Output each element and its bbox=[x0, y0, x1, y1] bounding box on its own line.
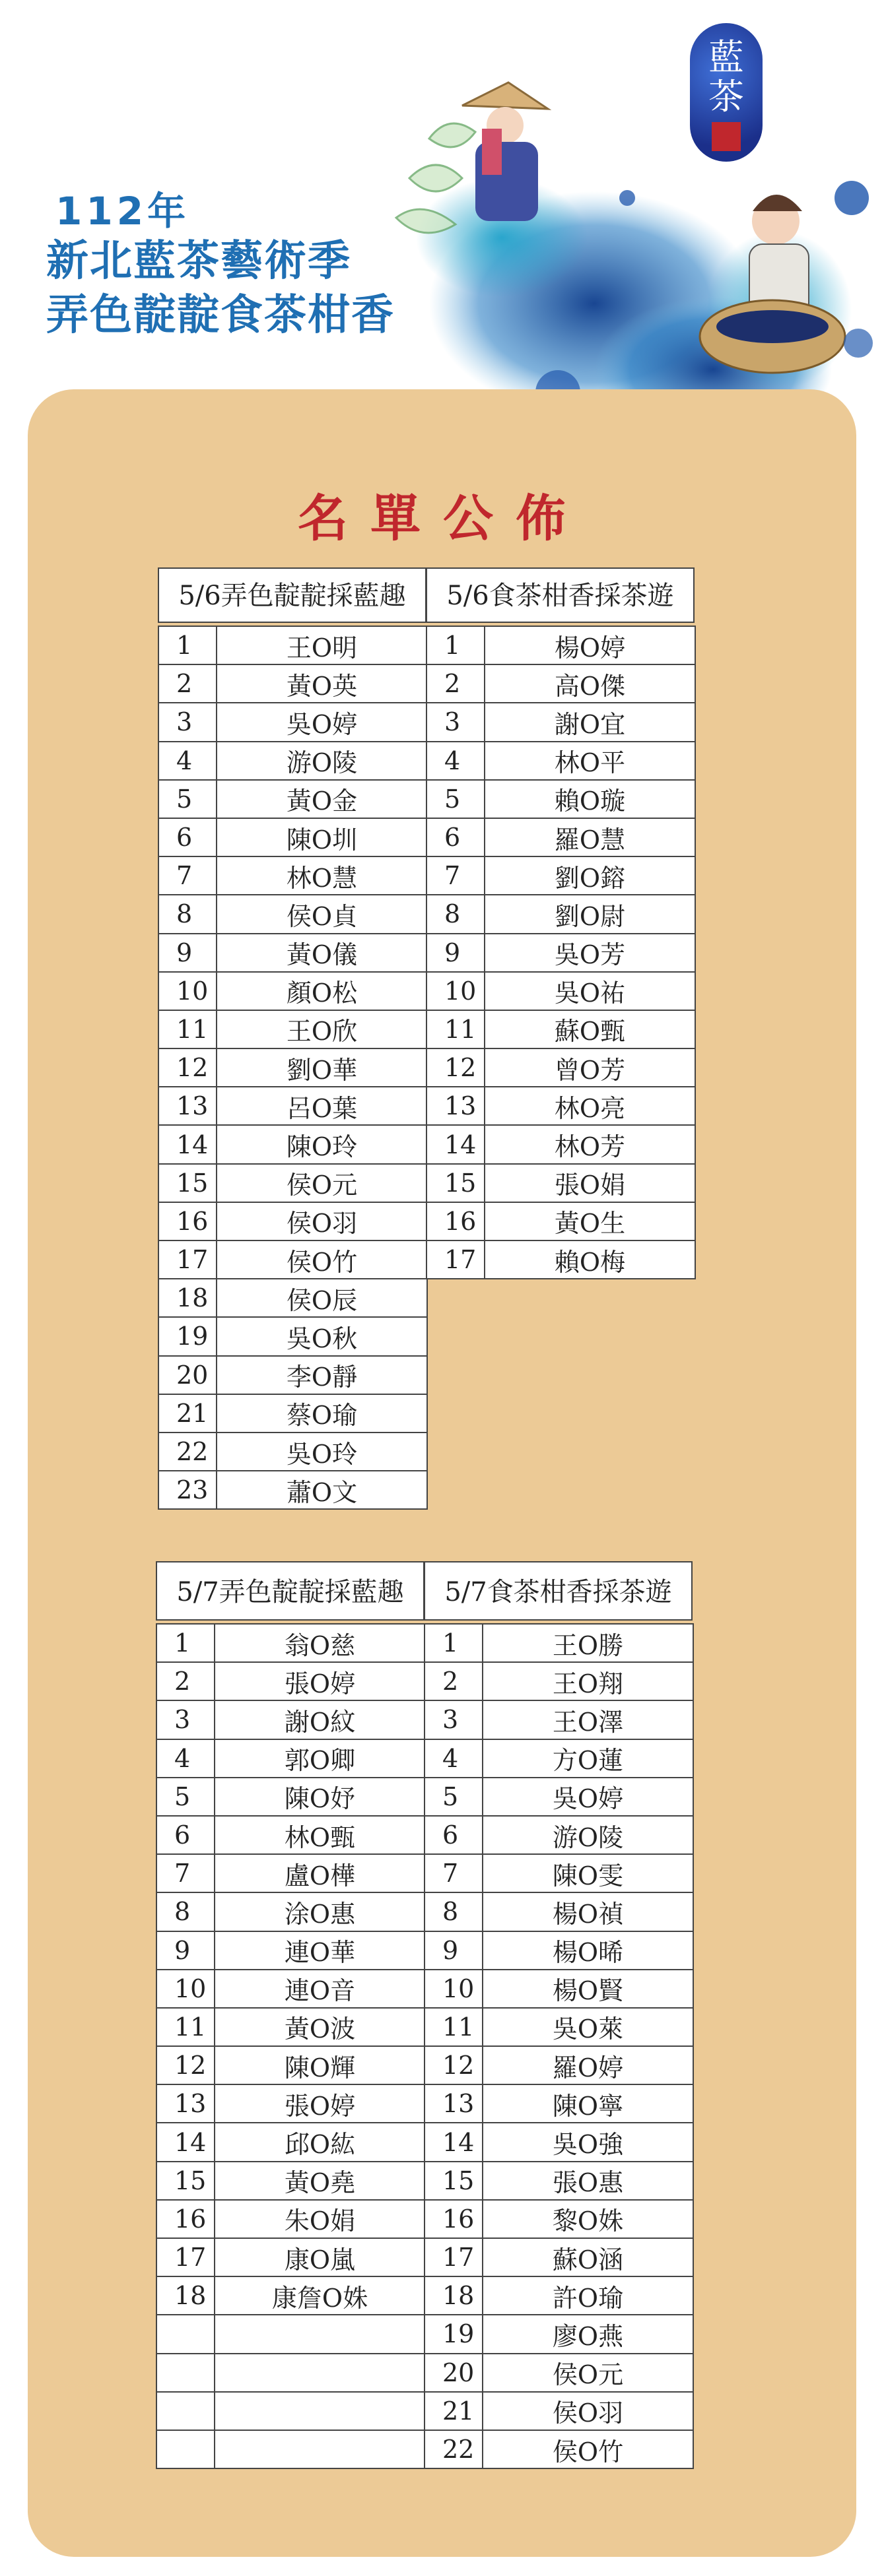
participant-name bbox=[215, 2354, 425, 2392]
participant-name: 侯O羽 bbox=[217, 1202, 427, 1240]
table-row bbox=[156, 2123, 425, 2161]
participant-name: 盧O樺 bbox=[215, 1854, 425, 1892]
participant-name: 吳O玲 bbox=[217, 1433, 427, 1471]
participant-name: 蔡O瑜 bbox=[217, 1394, 427, 1433]
row-number: 18 bbox=[158, 1279, 217, 1317]
participant-name: 張O惠 bbox=[483, 2162, 693, 2200]
row-number: 7 bbox=[156, 1854, 215, 1892]
row-number: 8 bbox=[426, 895, 485, 933]
table-row bbox=[426, 818, 695, 856]
table-row bbox=[425, 1854, 693, 1892]
table-heading-day1-dye: 5/6弄色靛靛採藍趣 bbox=[158, 567, 426, 623]
participant-name: 林O芳 bbox=[485, 1125, 695, 1163]
table-row bbox=[156, 1970, 425, 2008]
table-row bbox=[156, 1816, 425, 1854]
title-year: 112年 bbox=[55, 189, 190, 234]
row-number: 17 bbox=[158, 1240, 217, 1279]
table-row bbox=[426, 895, 695, 933]
row-number: 21 bbox=[158, 1394, 217, 1433]
table-row bbox=[425, 1931, 693, 1970]
table-row bbox=[158, 1125, 427, 1163]
row-number: 15 bbox=[425, 2162, 483, 2200]
table-row bbox=[426, 1087, 695, 1125]
participant-name: 侯O貞 bbox=[217, 895, 427, 933]
row-number: 8 bbox=[158, 895, 217, 933]
row-number bbox=[156, 2392, 215, 2430]
table-row bbox=[158, 895, 427, 933]
table-row bbox=[156, 2008, 425, 2046]
table-row bbox=[426, 1010, 695, 1048]
participant-name: 侯O元 bbox=[483, 2354, 693, 2392]
table-row bbox=[426, 626, 695, 664]
blue-tea-logo-badge bbox=[690, 23, 763, 162]
row-number: 8 bbox=[156, 1892, 215, 1931]
table-row bbox=[425, 2200, 693, 2238]
table-row bbox=[425, 1662, 693, 1700]
row-number: 12 bbox=[425, 2046, 483, 2084]
participant-name bbox=[215, 2315, 425, 2353]
table-row bbox=[426, 1048, 695, 1087]
table-row bbox=[158, 626, 427, 664]
participant-name: 郭O卿 bbox=[215, 1739, 425, 1778]
participant-name: 連O音 bbox=[215, 1970, 425, 2008]
row-number: 10 bbox=[426, 972, 485, 1010]
participant-name: 黎O姝 bbox=[483, 2200, 693, 2238]
roster-table-day1-tea bbox=[426, 626, 696, 1279]
participant-name: 林O亮 bbox=[485, 1087, 695, 1125]
row-number: 12 bbox=[158, 1048, 217, 1087]
table-row bbox=[425, 2354, 693, 2392]
title-festival: 新北藍茶藝術季 bbox=[46, 237, 351, 286]
participant-name: 涂O惠 bbox=[215, 1892, 425, 1931]
table-row bbox=[156, 1700, 425, 1739]
table-row bbox=[425, 2123, 693, 2161]
participant-name: 廖O燕 bbox=[483, 2315, 693, 2353]
table-heading-day1-tea: 5/6食茶柑香採茶遊 bbox=[426, 567, 695, 623]
table-row bbox=[156, 1931, 425, 1970]
row-number: 16 bbox=[426, 1202, 485, 1240]
event-title bbox=[46, 188, 395, 342]
participant-name: 羅O婷 bbox=[483, 2046, 693, 2084]
row-number: 17 bbox=[425, 2238, 483, 2276]
participant-name: 高O傑 bbox=[485, 664, 695, 703]
participant-name: 黃O生 bbox=[485, 1202, 695, 1240]
row-number: 20 bbox=[425, 2354, 483, 2392]
row-number: 19 bbox=[425, 2315, 483, 2353]
participant-name: 陳O輝 bbox=[215, 2046, 425, 2084]
participant-name bbox=[215, 2392, 425, 2430]
table-row bbox=[156, 2276, 425, 2315]
participant-name: 楊O晞 bbox=[483, 1931, 693, 1970]
participant-name: 吳O強 bbox=[483, 2123, 693, 2161]
row-number: 14 bbox=[425, 2123, 483, 2161]
row-number: 7 bbox=[426, 856, 485, 895]
row-number: 18 bbox=[156, 2276, 215, 2315]
table-row bbox=[158, 1202, 427, 1240]
participant-name: 呂O葉 bbox=[217, 1087, 427, 1125]
participant-name: 陳O玲 bbox=[217, 1125, 427, 1163]
table-row bbox=[156, 2238, 425, 2276]
table-row bbox=[426, 1164, 695, 1202]
row-number: 14 bbox=[426, 1125, 485, 1163]
participant-name: 王O澤 bbox=[483, 1700, 693, 1739]
row-number: 4 bbox=[425, 1739, 483, 1778]
table-row bbox=[158, 856, 427, 895]
row-number: 19 bbox=[158, 1317, 217, 1355]
participant-name: 張O婷 bbox=[215, 2084, 425, 2123]
table-row bbox=[158, 742, 427, 780]
row-number: 16 bbox=[158, 1202, 217, 1240]
participant-name: 王O勝 bbox=[483, 1624, 693, 1662]
table-row bbox=[156, 2354, 425, 2392]
participant-name: 劉O鎔 bbox=[485, 856, 695, 895]
row-number: 3 bbox=[158, 703, 217, 741]
participant-name: 侯O羽 bbox=[483, 2392, 693, 2430]
participant-name: 侯O竹 bbox=[217, 1240, 427, 1279]
table-row bbox=[158, 664, 427, 703]
participant-name: 賴O璇 bbox=[485, 780, 695, 818]
row-number: 9 bbox=[426, 934, 485, 972]
table-row bbox=[425, 1778, 693, 1816]
table-row bbox=[156, 2162, 425, 2200]
table-row bbox=[425, 1739, 693, 1778]
row-number: 3 bbox=[425, 1700, 483, 1739]
table-row bbox=[158, 934, 427, 972]
row-number: 7 bbox=[425, 1854, 483, 1892]
table-row bbox=[156, 1739, 425, 1778]
table-row bbox=[425, 2315, 693, 2353]
participant-name: 游O陵 bbox=[483, 1816, 693, 1854]
participant-name: 林O慧 bbox=[217, 856, 427, 895]
row-number bbox=[156, 2315, 215, 2353]
participant-name: 賴O梅 bbox=[485, 1240, 695, 1279]
table-row bbox=[158, 1010, 427, 1048]
table-row bbox=[425, 2046, 693, 2084]
table-row bbox=[426, 703, 695, 741]
badge-char: 茶 bbox=[708, 76, 744, 117]
participant-name: 康O嵐 bbox=[215, 2238, 425, 2276]
table-row bbox=[158, 818, 427, 856]
participant-name bbox=[215, 2430, 425, 2468]
header-banner bbox=[0, 0, 886, 449]
table-row bbox=[426, 780, 695, 818]
row-number: 17 bbox=[156, 2238, 215, 2276]
row-number: 15 bbox=[156, 2162, 215, 2200]
participant-name: 方O蓮 bbox=[483, 1739, 693, 1778]
participant-name: 吳O祐 bbox=[485, 972, 695, 1010]
table-row bbox=[425, 2084, 693, 2123]
row-number: 22 bbox=[158, 1433, 217, 1471]
table-row bbox=[156, 2084, 425, 2123]
row-number: 16 bbox=[425, 2200, 483, 2238]
row-number: 8 bbox=[425, 1892, 483, 1931]
participant-name: 楊O禎 bbox=[483, 1892, 693, 1931]
row-number: 18 bbox=[425, 2276, 483, 2315]
participant-name: 羅O慧 bbox=[485, 818, 695, 856]
participant-name: 張O娟 bbox=[485, 1164, 695, 1202]
table-row bbox=[158, 1164, 427, 1202]
row-number: 4 bbox=[156, 1739, 215, 1778]
table-row bbox=[156, 1778, 425, 1816]
table-row bbox=[426, 856, 695, 895]
table-row bbox=[158, 972, 427, 1010]
participant-name: 張O婷 bbox=[215, 1662, 425, 1700]
row-number: 7 bbox=[158, 856, 217, 895]
row-number: 12 bbox=[426, 1048, 485, 1087]
table-heading-day2-tea: 5/7食茶柑香採茶遊 bbox=[424, 1561, 693, 1621]
row-number: 6 bbox=[425, 1816, 483, 1854]
table-row bbox=[426, 742, 695, 780]
participant-name: 陳O圳 bbox=[217, 818, 427, 856]
table-row bbox=[158, 1240, 427, 1279]
table-row bbox=[425, 1970, 693, 2008]
row-number: 21 bbox=[425, 2392, 483, 2430]
table-row bbox=[158, 1433, 427, 1471]
table-row bbox=[425, 2430, 693, 2468]
participant-name: 林O甄 bbox=[215, 1816, 425, 1854]
badge-stamp bbox=[712, 122, 741, 151]
table-heading-day2-dye: 5/7弄色靛靛採藍趣 bbox=[156, 1561, 425, 1621]
table-row bbox=[156, 2430, 425, 2468]
participant-name: 蘇O甄 bbox=[485, 1010, 695, 1048]
table-row bbox=[156, 1892, 425, 1931]
participant-name: 王O翔 bbox=[483, 1662, 693, 1700]
table-row bbox=[425, 1892, 693, 1931]
row-number: 6 bbox=[156, 1816, 215, 1854]
row-number: 13 bbox=[425, 2084, 483, 2123]
list-announcement-title: 名單公佈 bbox=[298, 489, 588, 548]
table-row bbox=[426, 972, 695, 1010]
participant-name: 黃O堯 bbox=[215, 2162, 425, 2200]
participant-name: 侯O竹 bbox=[483, 2430, 693, 2468]
row-number: 22 bbox=[425, 2430, 483, 2468]
table-row bbox=[425, 2392, 693, 2430]
row-number: 2 bbox=[156, 1662, 215, 1700]
participant-name: 王O明 bbox=[217, 626, 427, 664]
participant-name: 蕭O文 bbox=[217, 1471, 427, 1509]
row-number: 11 bbox=[158, 1010, 217, 1048]
participant-name: 顏O松 bbox=[217, 972, 427, 1010]
table-row bbox=[156, 1854, 425, 1892]
participant-name: 游O陵 bbox=[217, 742, 427, 780]
table-row bbox=[425, 1624, 693, 1662]
roster-table-day1-dye bbox=[158, 626, 428, 1510]
row-number: 15 bbox=[158, 1164, 217, 1202]
row-number: 4 bbox=[158, 742, 217, 780]
badge-char: 藍 bbox=[708, 36, 744, 78]
row-number: 4 bbox=[426, 742, 485, 780]
row-number: 2 bbox=[426, 664, 485, 703]
table-row bbox=[158, 780, 427, 818]
participant-name: 林O平 bbox=[485, 742, 695, 780]
row-number: 10 bbox=[425, 1970, 483, 2008]
row-number: 9 bbox=[425, 1931, 483, 1970]
row-number: 14 bbox=[158, 1125, 217, 1163]
table-row bbox=[426, 934, 695, 972]
row-number: 6 bbox=[426, 818, 485, 856]
participant-name: 蘇O涵 bbox=[483, 2238, 693, 2276]
row-number: 13 bbox=[156, 2084, 215, 2123]
participant-name: 吳O婷 bbox=[483, 1778, 693, 1816]
row-number: 3 bbox=[426, 703, 485, 741]
table-row bbox=[158, 1087, 427, 1125]
row-number: 13 bbox=[158, 1087, 217, 1125]
table-row bbox=[425, 1816, 693, 1854]
row-number bbox=[156, 2430, 215, 2468]
participant-name: 連O華 bbox=[215, 1931, 425, 1970]
row-number: 1 bbox=[158, 626, 217, 664]
participant-name: 許O瑜 bbox=[483, 2276, 693, 2315]
participant-name: 謝O宜 bbox=[485, 703, 695, 741]
table-row bbox=[425, 2162, 693, 2200]
table-row bbox=[156, 2315, 425, 2353]
participant-name: 侯O辰 bbox=[217, 1279, 427, 1317]
participant-name: 黃O波 bbox=[215, 2008, 425, 2046]
row-number: 23 bbox=[158, 1471, 217, 1509]
roster-table-day2-tea bbox=[424, 1623, 694, 2469]
row-number: 9 bbox=[158, 934, 217, 972]
participant-name: 陳O寧 bbox=[483, 2084, 693, 2123]
participant-name: 王O欣 bbox=[217, 1010, 427, 1048]
row-number: 11 bbox=[156, 2008, 215, 2046]
row-number: 10 bbox=[158, 972, 217, 1010]
participant-name: 朱O娟 bbox=[215, 2200, 425, 2238]
table-row bbox=[425, 2238, 693, 2276]
participant-name: 劉O尉 bbox=[485, 895, 695, 933]
participant-name: 康詹O姝 bbox=[215, 2276, 425, 2315]
participant-name: 翁O慈 bbox=[215, 1624, 425, 1662]
table-row bbox=[156, 2046, 425, 2084]
row-number: 13 bbox=[426, 1087, 485, 1125]
participant-name: 劉O華 bbox=[217, 1048, 427, 1087]
participant-name: 陳O雯 bbox=[483, 1854, 693, 1892]
table-row bbox=[156, 1662, 425, 1700]
row-number: 10 bbox=[156, 1970, 215, 2008]
row-number: 17 bbox=[426, 1240, 485, 1279]
row-number: 14 bbox=[156, 2123, 215, 2161]
roster-table-day2-dye bbox=[156, 1623, 426, 2469]
row-number: 5 bbox=[156, 1778, 215, 1816]
table-row bbox=[426, 1125, 695, 1163]
table-row bbox=[425, 2276, 693, 2315]
participant-name: 陳O妤 bbox=[215, 1778, 425, 1816]
participant-name: 吳O婷 bbox=[217, 703, 427, 741]
participant-name: 黃O英 bbox=[217, 664, 427, 703]
table-row bbox=[158, 1356, 427, 1394]
table-row bbox=[425, 1700, 693, 1739]
participant-name: 邱O紘 bbox=[215, 2123, 425, 2161]
table-row bbox=[156, 2200, 425, 2238]
row-number: 12 bbox=[156, 2046, 215, 2084]
row-number: 20 bbox=[158, 1356, 217, 1394]
row-number: 11 bbox=[426, 1010, 485, 1048]
table-row bbox=[158, 703, 427, 741]
table-row bbox=[426, 1202, 695, 1240]
table-row bbox=[158, 1317, 427, 1355]
row-number: 16 bbox=[156, 2200, 215, 2238]
row-number bbox=[156, 2354, 215, 2392]
table-row bbox=[158, 1279, 427, 1317]
table-row bbox=[158, 1471, 427, 1509]
row-number: 5 bbox=[426, 780, 485, 818]
row-number: 15 bbox=[426, 1164, 485, 1202]
title-subtitle: 弄色靛靛食茶柑香 bbox=[46, 291, 395, 340]
row-number: 1 bbox=[426, 626, 485, 664]
participant-name: 楊O婷 bbox=[485, 626, 695, 664]
table-row bbox=[425, 2008, 693, 2046]
row-number: 1 bbox=[156, 1624, 215, 1662]
row-number: 6 bbox=[158, 818, 217, 856]
row-number: 2 bbox=[425, 1662, 483, 1700]
row-number: 9 bbox=[156, 1931, 215, 1970]
table-row bbox=[156, 1624, 425, 1662]
table-row bbox=[158, 1394, 427, 1433]
participant-name: 黃O儀 bbox=[217, 934, 427, 972]
participant-name: 楊O賢 bbox=[483, 1970, 693, 2008]
row-number: 11 bbox=[425, 2008, 483, 2046]
participant-name: 吳O萊 bbox=[483, 2008, 693, 2046]
row-number: 5 bbox=[425, 1778, 483, 1816]
row-number: 2 bbox=[158, 664, 217, 703]
participant-name: 曾O芳 bbox=[485, 1048, 695, 1087]
participant-name: 侯O元 bbox=[217, 1164, 427, 1202]
participant-name: 謝O紋 bbox=[215, 1700, 425, 1739]
row-number: 5 bbox=[158, 780, 217, 818]
row-number: 3 bbox=[156, 1700, 215, 1739]
table-row bbox=[426, 1240, 695, 1279]
table-row bbox=[156, 2392, 425, 2430]
participant-name: 黃O金 bbox=[217, 780, 427, 818]
row-number: 1 bbox=[425, 1624, 483, 1662]
participant-name: 李O靜 bbox=[217, 1356, 427, 1394]
table-row bbox=[158, 1048, 427, 1087]
table-row bbox=[426, 664, 695, 703]
participant-name: 吳O芳 bbox=[485, 934, 695, 972]
participant-name: 吳O秋 bbox=[217, 1317, 427, 1355]
